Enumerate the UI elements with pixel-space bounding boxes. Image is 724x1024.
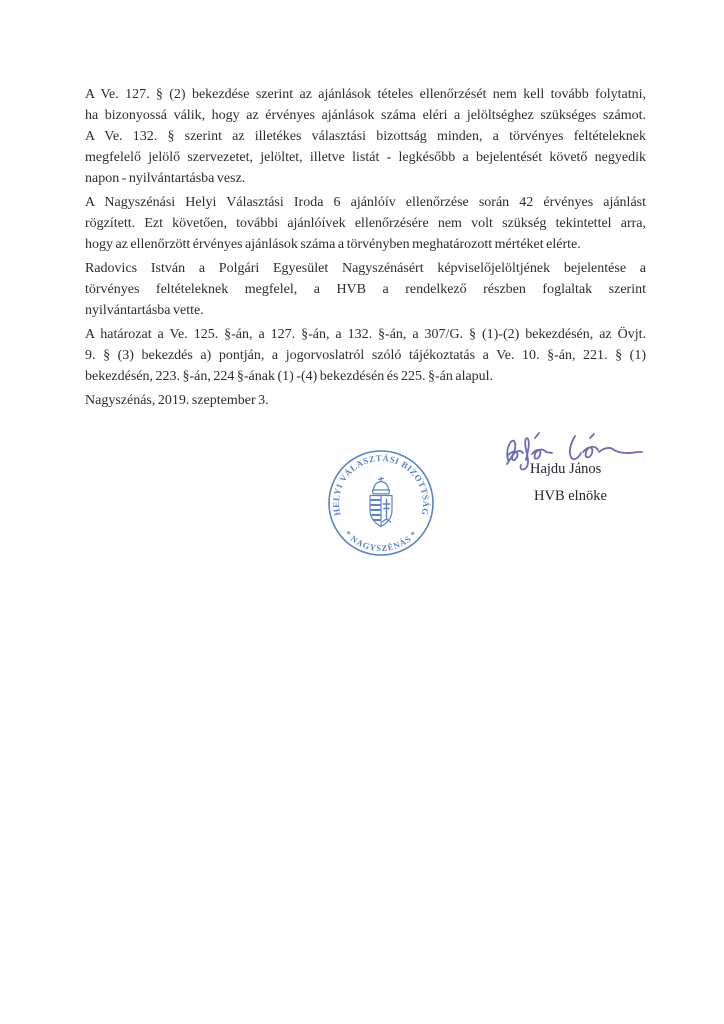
- text-line: Radovics István a Polgári Egyesület Nagyszénásért képviselőjelöltjének bejelentése a: [85, 261, 646, 276]
- text-line: 9. § (3) bekezdés a) pontján, a jogorvoslatról szóló tájékoztatás a Ve. 10. §-án, 221. § (1): [85, 348, 646, 363]
- text-line: ha bizonyossá válik, hogy az érvényes ajánlások száma eléri a jelöltséghez szükséges számot.: [85, 108, 646, 123]
- paragraph-2: [85, 192, 646, 255]
- signer-name: Hajdu János: [530, 461, 602, 477]
- document-body: [85, 84, 646, 414]
- text-line: napon - nyilvántartásba vesz.: [85, 171, 246, 186]
- text-line: A határozat a Ve. 125. §-án, a 127. §-án, a 132. §-án, a 307/G. § (1)-(2) bekezdésén, az Övjt.: [85, 327, 646, 342]
- text-line: törvényes feltételeknek megfelel, a HVB a rendelkező részben foglaltak szerint: [85, 282, 646, 297]
- text-line: nyilvántartásba vette.: [85, 303, 204, 318]
- text-line: A Nagyszénási Helyi Választási Iroda 6 ajánlóív ellenőrzése során 42 érvényes ajánlást: [85, 195, 646, 210]
- paragraph-4: [85, 324, 646, 387]
- text-line: rögzített. Ezt követően, további ajánlóívek ellenőrzésére nem volt szükség tekintettel arra,: [85, 216, 646, 231]
- paragraph-1: [85, 84, 646, 189]
- text-line: A Ve. 132. § szerint az illetékes választási bizottság minden, a törvényes feltételeknek: [85, 129, 646, 144]
- text-line: A Ve. 127. § (2) bekezdése szerint az ajánlások tételes ellenőrzését nem kell tovább folytatni,: [85, 87, 646, 102]
- date-line: Nagyszénás, 2019. szeptember 3.: [85, 393, 269, 408]
- stamp-bottom-text: * NAGYSZÉNÁS *: [342, 528, 420, 554]
- coat-of-arms-icon: [370, 477, 392, 526]
- text-line: bekezdésén, 223. §-án, 224 §-ának (1) -(4) bekezdésén és 225. §-án alapul.: [85, 369, 494, 384]
- paragraph-3: [85, 258, 646, 321]
- stamp-top-text: HELYI VÁLASZTÁSI BIZOTTSÁG: [330, 453, 432, 517]
- election-committee-stamp-icon: [315, 437, 447, 569]
- signer-title: HVB elnöke: [534, 488, 607, 504]
- text-line: hogy az ellenőrzött érvényes ajánlások száma a törvényben meghatározott mértéket elérte.: [85, 237, 581, 252]
- text-line: megfelelő jelölő szervezetet, jelöltet, illetve listát - legkésőbb a bejelentését követő negyedik: [85, 150, 646, 165]
